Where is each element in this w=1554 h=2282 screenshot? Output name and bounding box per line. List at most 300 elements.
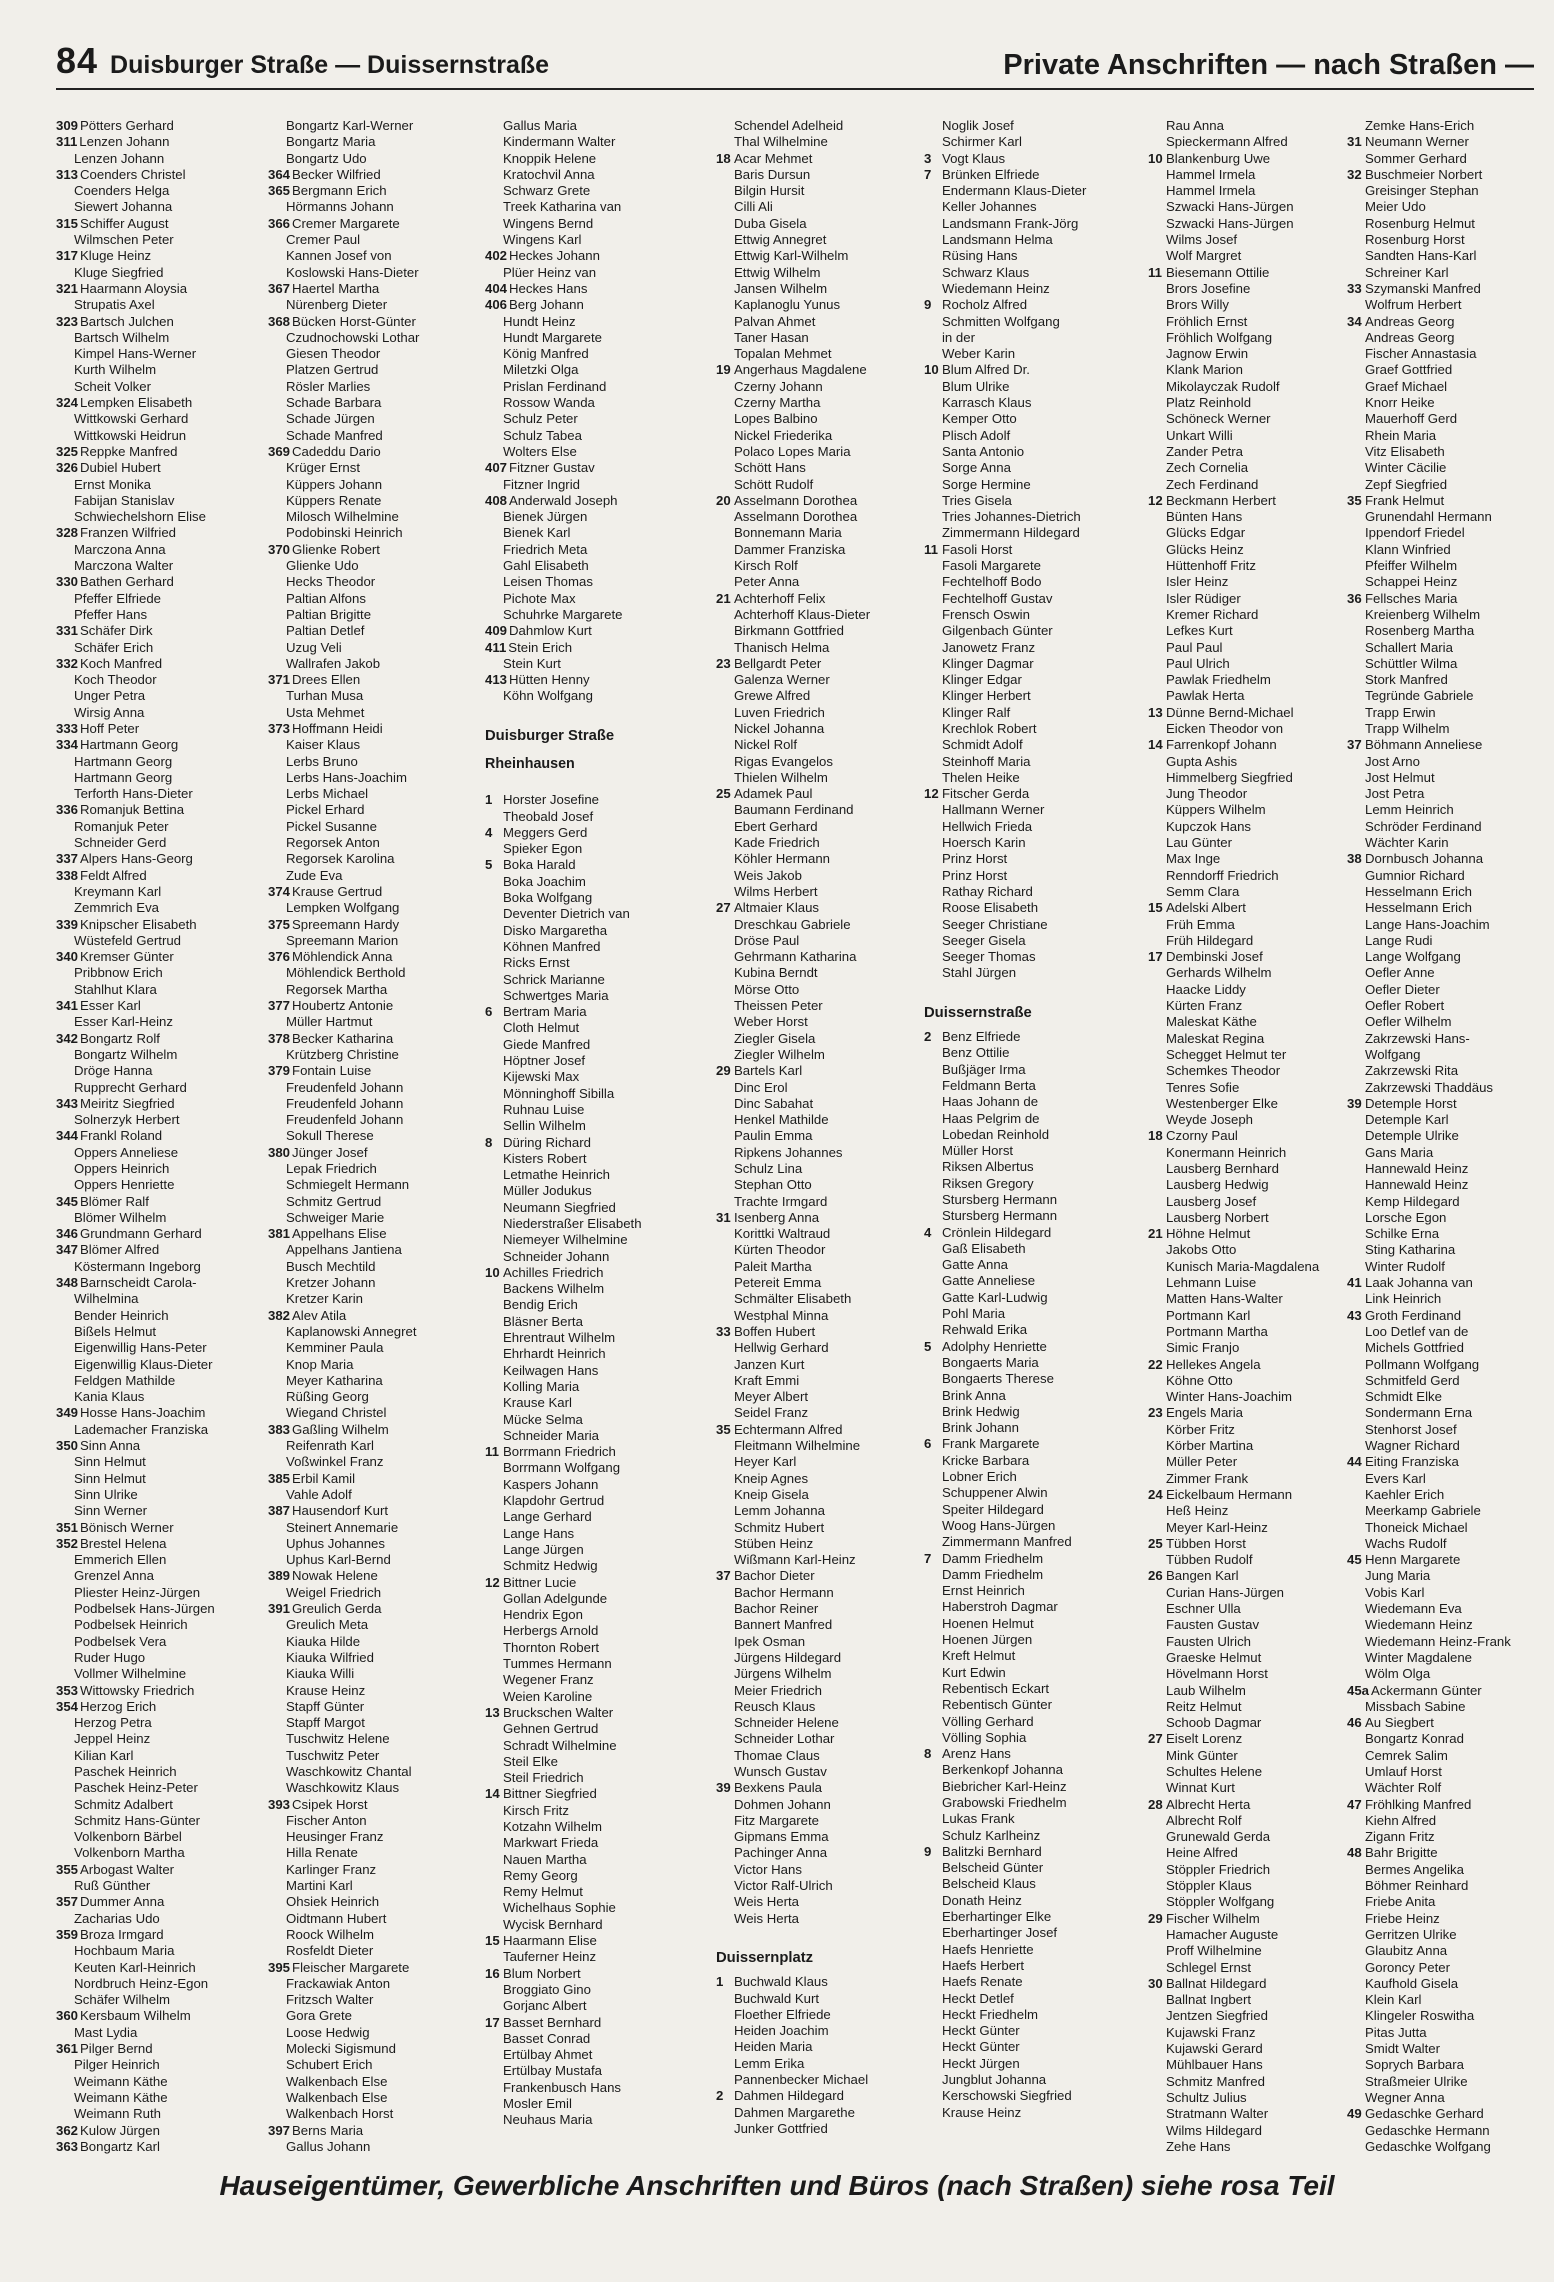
resident-entry (924, 2056, 1134, 2072)
page-title: Duisburger Straße — Duissernstraße (110, 51, 550, 79)
house-number: 4 (485, 824, 493, 840)
resident-entry (924, 1518, 1134, 1534)
resident-name: Miletzki Olga (503, 362, 579, 378)
resident-entry (924, 900, 1134, 916)
resident-name: Glücks Edgar (1166, 525, 1246, 541)
resident-entry (485, 1493, 695, 1509)
house-entry (1347, 314, 1554, 330)
resident-name: Gedaschke Wolfgang (1365, 2138, 1491, 2154)
resident-name: Rosfeldt Dieter (286, 1943, 374, 1959)
resident-name: Weien Karoline (503, 1688, 593, 1704)
house-entry (56, 737, 266, 753)
resident-name: Weis Herta (734, 1910, 799, 1926)
resident-name: Pfeiffer Wilhelm (1365, 558, 1458, 574)
resident-entry (485, 1640, 695, 1656)
resident-entry (1347, 1357, 1554, 1373)
resident-name: Csipek Horst (292, 1796, 368, 1812)
resident-name: Früh Emma (1166, 916, 1235, 932)
resident-name: Echtermann Alfred (734, 1421, 843, 1437)
resident-entry (924, 623, 1134, 639)
resident-name: Köhler Hermann (734, 851, 831, 867)
resident-name: Wichelhaus Sophie (503, 1900, 616, 1916)
resident-name: Kisters Robert (503, 1150, 587, 1166)
resident-name: Czudnochowski Lothar (286, 329, 420, 345)
resident-name: Kremser Günter (80, 949, 174, 965)
resident-name: Fasoli Horst (942, 541, 1013, 557)
resident-name: Sinn Ulrike (74, 1486, 138, 1502)
resident-name: Blömer Alfred (80, 1242, 160, 1258)
resident-entry (1148, 1552, 1358, 1568)
resident-entry (268, 1291, 478, 1307)
house-entry (56, 395, 266, 411)
resident-name: Bongartz Karl-Werner (286, 118, 414, 133)
resident-entry (485, 890, 695, 906)
resident-entry (1347, 1063, 1554, 1079)
house-number: 368 (268, 313, 291, 329)
resident-entry (924, 1714, 1134, 1730)
resident-entry (1347, 346, 1554, 362)
resident-entry (716, 2039, 926, 2055)
resident-entry (1347, 1128, 1554, 1144)
resident-name: Winter Magdalene (1365, 1649, 1473, 1665)
resident-name: Roock Wilhelm (286, 1926, 374, 1942)
resident-name: Müller Jodukus (503, 1183, 592, 1199)
resident-entry (1148, 2123, 1358, 2139)
resident-entry (1148, 167, 1358, 183)
resident-entry (268, 1813, 478, 1829)
resident-entry (1347, 2041, 1554, 2057)
resident-entry (485, 330, 695, 346)
resident-name: Pachinger Anna (734, 1845, 828, 1861)
resident-entry (56, 1748, 266, 1764)
resident-name: Hellwich Frieda (942, 818, 1033, 834)
resident-name: Adamek Paul (734, 786, 813, 802)
resident-name: Schweiger Marie (286, 1209, 385, 1225)
resident-entry (268, 965, 478, 981)
resident-name: Isenberg Anna (734, 1209, 820, 1225)
house-entry (268, 183, 478, 199)
resident-entry (1347, 1568, 1554, 1584)
resident-name: Weimann Käthe (74, 2073, 168, 2089)
resident-name: Fischer Anton (286, 1812, 367, 1828)
resident-name: Blankenburg Uwe (1166, 150, 1271, 166)
resident-entry (1148, 1096, 1358, 1112)
resident-entry (716, 1894, 926, 1910)
resident-name: Meyer Albert (734, 1389, 809, 1405)
resident-name: Luven Friedrich (734, 704, 825, 720)
house-number: 375 (268, 916, 291, 932)
resident-name: Benz Ottilie (942, 1045, 1010, 1061)
resident-entry (1347, 672, 1554, 688)
resident-name: Hilla Renate (286, 1845, 358, 1861)
resident-entry (716, 281, 926, 297)
resident-entry (485, 1020, 695, 1036)
resident-entry (268, 297, 478, 313)
resident-entry (1148, 2008, 1358, 2024)
resident-entry (716, 1731, 926, 1747)
resident-entry (716, 1112, 926, 1128)
resident-entry (485, 1949, 695, 1965)
house-entry (268, 1145, 478, 1161)
resident-entry (716, 183, 926, 199)
resident-entry (1148, 1438, 1358, 1454)
resident-name: Fechtelhoff Gustav (942, 590, 1053, 606)
resident-entry (268, 1862, 478, 1878)
resident-name: Jansen Wilhelm (734, 280, 828, 296)
house-entry (56, 216, 266, 232)
resident-entry (268, 248, 478, 264)
resident-entry (1148, 1422, 1358, 1438)
resident-name: Schmidt Elke (1365, 1389, 1442, 1405)
resident-entry (716, 1259, 926, 1275)
resident-entry (1148, 2090, 1358, 2106)
resident-entry (924, 1355, 1134, 1371)
resident-entry (1347, 1031, 1554, 1047)
resident-entry (924, 1176, 1134, 1192)
resident-name: Podbelsek Hans-Jürgen (74, 1601, 215, 1617)
resident-name: Krechlok Robert (942, 720, 1037, 736)
resident-name: Ehrhardt Heinrich (503, 1346, 606, 1362)
resident-name: Heckes Hans (509, 280, 588, 296)
resident-name: Dahmen Margarethe (734, 2104, 855, 2120)
resident-name: Weber Horst (734, 1014, 808, 1030)
resident-name: Kiauka Willi (286, 1666, 355, 1682)
resident-entry (56, 754, 266, 770)
resident-name: Evers Karl (1365, 1470, 1426, 1486)
resident-entry (485, 1151, 695, 1167)
resident-entry (924, 1730, 1134, 1746)
resident-name: Unkart Willi (1166, 427, 1233, 443)
resident-name: Müller Hartmut (286, 1014, 373, 1030)
resident-entry (716, 1813, 926, 1829)
resident-name: Bergmann Erich (292, 183, 387, 199)
house-entry (1347, 1308, 1554, 1324)
resident-name: Tries Gisela (942, 492, 1012, 508)
resident-entry (485, 1884, 695, 1900)
resident-name: Wiedemann Heinz-Frank (1365, 1633, 1511, 1649)
resident-name: Altmaier Klaus (734, 900, 820, 916)
house-entry (56, 2041, 266, 2057)
resident-name: Hundt Heinz (503, 313, 576, 329)
house-entry (1148, 1568, 1358, 1584)
resident-name: Lefkes Kurt (1166, 623, 1233, 639)
resident-name: Cilli Ali (734, 199, 773, 215)
resident-name: Dahmen Hildegard (734, 2088, 844, 2104)
resident-name: Rosenburg Helmut (1365, 215, 1475, 231)
resident-entry (716, 802, 926, 818)
house-number: 14 (1148, 737, 1163, 753)
house-entry (56, 574, 266, 590)
resident-name: Fritzsch Walter (286, 1992, 374, 2008)
resident-entry (924, 1828, 1134, 1844)
resident-name: Floether Elfriede (734, 2006, 831, 2022)
house-entry (716, 1422, 926, 1438)
house-number: 338 (56, 867, 79, 883)
resident-entry (268, 1585, 478, 1601)
resident-name: Matten Hans-Walter (1166, 1291, 1283, 1307)
resident-entry (56, 411, 266, 427)
resident-entry (485, 1721, 695, 1737)
resident-entry (924, 1485, 1134, 1501)
resident-name: Albrecht Herta (1166, 1796, 1251, 1812)
house-entry (924, 1339, 1134, 1355)
resident-name: Paulin Emma (734, 1128, 813, 1144)
resident-name: Scheit Volker (74, 378, 151, 394)
house-entry (268, 672, 478, 688)
resident-name: Jost Helmut (1365, 769, 1435, 785)
resident-name: Rigas Evangelos (734, 753, 833, 769)
resident-name: Curian Hans-Jürgen (1166, 1584, 1285, 1600)
resident-entry (485, 1232, 695, 1248)
resident-name: Knorr Heike (1365, 395, 1435, 411)
resident-name: Steinert Annemarie (286, 1519, 399, 1535)
house-entry (1347, 851, 1554, 867)
resident-name: Fitz Margarete (734, 1812, 820, 1828)
resident-name: Nickel Rolf (734, 737, 798, 753)
resident-entry (268, 199, 478, 215)
resident-entry (56, 542, 266, 558)
resident-name: Andreas Georg (1365, 329, 1455, 345)
house-entry (56, 1275, 266, 1291)
resident-name: Tuschwitz Peter (286, 1747, 380, 1763)
resident-name: Hammel Irmela (1166, 183, 1256, 199)
street-heading: Duissernstraße (924, 1005, 1032, 1022)
house-entry (56, 1031, 266, 1047)
resident-name: Kersbaum Wilhelm (80, 2008, 191, 2024)
resident-name: Bienek Karl (503, 525, 571, 541)
resident-name: Nowak Helene (292, 1568, 378, 1584)
resident-entry (1347, 868, 1554, 884)
resident-name: Zimmermann Manfred (942, 1534, 1072, 1550)
resident-name: Au Siegbert (1365, 1715, 1434, 1731)
resident-name: Goroncy Peter (1365, 1959, 1451, 1975)
resident-name: Böhmann Anneliese (1365, 737, 1483, 753)
resident-entry (56, 1976, 266, 1992)
resident-entry (924, 607, 1134, 623)
resident-name: Maleskat Käthe (1166, 1014, 1257, 1030)
resident-name: Bläsner Berta (503, 1313, 583, 1329)
resident-name: Krause Heinz (942, 2104, 1022, 2120)
house-number: 1 (716, 1974, 724, 1990)
resident-name: Busch Mechtild (286, 1258, 376, 1274)
resident-entry (268, 134, 478, 150)
resident-name: Lukas Frank (942, 1811, 1015, 1827)
resident-name: Pickel Susanne (286, 818, 377, 834)
resident-name: Voßwinkel Franz (286, 1454, 384, 1470)
resident-name: Zech Ferdinand (1166, 476, 1259, 492)
resident-name: Pawlak Friedhelm (1166, 672, 1271, 688)
resident-entry (716, 607, 926, 623)
resident-name: Stein Kurt (503, 655, 561, 671)
resident-entry (1148, 509, 1358, 525)
resident-entry (268, 265, 478, 281)
resident-entry (716, 1503, 926, 1519)
resident-entry (485, 216, 695, 232)
resident-entry (716, 314, 926, 330)
resident-entry (716, 1014, 926, 1030)
resident-entry (1148, 640, 1358, 656)
column-7 (1347, 118, 1554, 2155)
resident-name: Basset Bernhard (503, 2014, 602, 2030)
resident-name: Ettwig Karl-Wilhelm (734, 248, 849, 264)
resident-entry (56, 835, 266, 851)
house-number: 347 (56, 1242, 79, 1258)
resident-name: Schuhrke Margarete (503, 606, 623, 622)
house-number: 309 (56, 118, 79, 133)
resident-name: Lehmann Luise (1166, 1275, 1257, 1291)
resident-name: Cloth Helmut (503, 1020, 580, 1036)
resident-name: Maleskat Regina (1166, 1030, 1265, 1046)
resident-entry (1347, 118, 1554, 134)
resident-name: Stapff Günter (286, 1698, 365, 1714)
house-entry (268, 1308, 478, 1324)
resident-name: Paschek Heinrich (74, 1763, 177, 1779)
resident-name: Fechtelhoff Bodo (942, 574, 1042, 590)
house-number: 15 (485, 1933, 500, 1949)
resident-entry (485, 874, 695, 890)
resident-entry (485, 1379, 695, 1395)
resident-entry (1347, 1242, 1554, 1258)
house-entry (1148, 900, 1358, 916)
resident-name: Nordbruch Heinz-Egon (74, 1975, 209, 1991)
resident-entry (1347, 1161, 1554, 1177)
resident-name: Ballnat Ingbert (1166, 1992, 1252, 2008)
resident-name: Hüttenhoff Fritz (1166, 558, 1256, 574)
resident-name: Romanjuk Bettina (80, 802, 185, 818)
resident-entry (56, 2106, 266, 2122)
house-number: 337 (56, 851, 79, 867)
resident-entry (1148, 1845, 1358, 1861)
house-entry (924, 297, 1134, 313)
resident-entry (716, 2072, 926, 2088)
resident-entry (1148, 965, 1358, 981)
resident-entry (485, 955, 695, 971)
resident-entry (56, 1308, 266, 1324)
resident-name: Acar Mehmet (734, 150, 813, 166)
resident-entry (716, 2105, 926, 2121)
house-entry (1148, 265, 1358, 281)
resident-name: Bücken Horst-Günter (292, 313, 416, 329)
house-entry (485, 1705, 695, 1721)
house-number: 328 (56, 525, 79, 541)
resident-entry (268, 819, 478, 835)
resident-name: Thanisch Helma (734, 639, 830, 655)
resident-entry (716, 1454, 926, 1470)
resident-name: Haberstroh Dagmar (942, 1599, 1058, 1615)
resident-entry (1148, 1829, 1358, 1845)
resident-entry (1148, 802, 1358, 818)
resident-name: Topalan Mehmet (734, 346, 832, 362)
resident-name: Usta Mehmet (286, 704, 365, 720)
resident-name: Detemple Ulrike (1365, 1128, 1459, 1144)
resident-name: Hartmann Georg (74, 753, 173, 769)
resident-entry (485, 1900, 695, 1916)
resident-entry (924, 721, 1134, 737)
resident-name: Pichote Max (503, 590, 576, 606)
resident-name: Jürgens Wilhelm (734, 1666, 832, 1682)
resident-entry (1347, 1943, 1554, 1959)
resident-entry (1347, 1911, 1554, 1927)
resident-entry (485, 1689, 695, 1705)
resident-entry (716, 1373, 926, 1389)
resident-entry (56, 1634, 266, 1650)
resident-entry (485, 1835, 695, 1851)
resident-entry (268, 1373, 478, 1389)
resident-entry (1148, 216, 1358, 232)
resident-name: Walkenbach Else (286, 2073, 388, 2089)
resident-name: Fleischer Margarete (292, 1959, 410, 1975)
resident-name: Meyer Karl-Heinz (1166, 1519, 1268, 1535)
resident-entry (268, 1829, 478, 1845)
resident-name: Erbil Kamil (292, 1470, 356, 1486)
house-number: 354 (56, 1698, 79, 1714)
resident-entry (56, 2025, 266, 2041)
resident-name: Ippendorf Friedel (1365, 525, 1465, 541)
resident-entry (716, 1389, 926, 1405)
resident-name: Paltian Brigitte (286, 606, 372, 622)
resident-name: Fabijan Stanislav (74, 492, 175, 508)
resident-name: Isler Heinz (1166, 574, 1229, 590)
resident-entry (924, 1958, 1134, 1974)
resident-name: Freudenfeld Johann (286, 1079, 404, 1095)
resident-entry (924, 1942, 1134, 1958)
resident-entry (1148, 281, 1358, 297)
house-entry (716, 493, 926, 509)
resident-name: Stüben Heinz (734, 1535, 814, 1551)
resident-name: Wächter Karin (1365, 835, 1449, 851)
house-entry (1148, 151, 1358, 167)
resident-entry (485, 1509, 695, 1525)
resident-entry (268, 786, 478, 802)
resident-name: Graeske Helmut (1166, 1649, 1262, 1665)
resident-name: Achilles Friedrich (503, 1264, 604, 1280)
house-entry (268, 721, 478, 737)
resident-name: Beckmann Herbert (1166, 492, 1276, 508)
resident-entry (268, 1764, 478, 1780)
resident-entry (716, 1128, 926, 1144)
resident-entry (485, 1086, 695, 1102)
resident-entry (716, 1047, 926, 1063)
resident-name: Bongaerts Maria (942, 1354, 1039, 1370)
resident-name: Lobner Erich (942, 1469, 1017, 1485)
resident-name: Wilmschen Peter (74, 232, 174, 248)
resident-entry (716, 216, 926, 232)
resident-entry (1347, 444, 1554, 460)
resident-name: Wunsch Gustav (734, 1763, 827, 1779)
resident-name: Bußjäger Irma (942, 1061, 1026, 1077)
house-entry (1148, 1536, 1358, 1552)
house-number: 49 (1347, 2106, 1362, 2122)
resident-entry (1347, 2025, 1554, 2041)
resident-name: Bönisch Werner (80, 1519, 174, 1535)
house-number: 28 (1148, 1796, 1163, 1812)
house-entry (1148, 1487, 1358, 1503)
resident-name: Kreymann Karl (74, 883, 162, 899)
resident-entry (924, 851, 1134, 867)
resident-entry (1347, 199, 1554, 215)
house-number: 349 (56, 1405, 79, 1421)
resident-entry (56, 151, 266, 167)
house-entry (268, 1503, 478, 1519)
house-number: 11 (485, 1444, 499, 1460)
resident-name: Sandten Hans-Karl (1365, 248, 1477, 264)
resident-name: Rosenburg Horst (1365, 232, 1465, 248)
resident-name: Franzen Wilfried (80, 525, 177, 541)
resident-name: Stapff Margot (286, 1715, 365, 1731)
resident-entry (56, 509, 266, 525)
resident-name: Becker Katharina (292, 1030, 394, 1046)
resident-entry (924, 705, 1134, 721)
